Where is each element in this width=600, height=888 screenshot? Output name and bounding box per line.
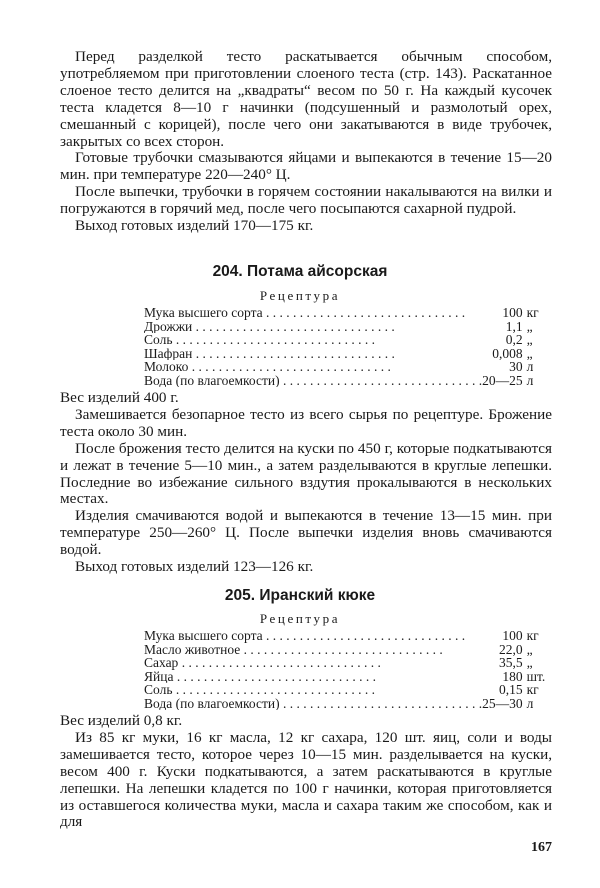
ingredient-name: Молоко . . . <box>144 360 482 374</box>
ingredient-name: Масло животное . . . <box>144 643 482 657</box>
ingredient-qty: 20—25 <box>482 372 523 388</box>
ingredient-unit: шт. <box>526 668 546 684</box>
paragraph: Замешивается безопарное тесто из всего сырья по рецептуре. Брожение теста около 30 мин. <box>60 405 552 440</box>
recipe-row <box>144 347 539 361</box>
ingredient-qty: 22,0 <box>498 641 523 657</box>
paragraph: Вес изделий 400 г. <box>60 389 179 406</box>
ingredient-unit: л <box>526 359 534 374</box>
recipe-row <box>144 320 539 334</box>
paragraph: Готовые трубочки смазываются яйцами и выпекаются в течение 15—20 мин. при температуре 220—240° Ц. <box>60 149 552 184</box>
paragraph: Выход готовых изделий 123—126 кг. <box>75 558 314 576</box>
recipe-row <box>144 333 539 347</box>
recipe-row <box>144 306 539 320</box>
ingredient-qty: 1,1 <box>505 318 523 334</box>
ingredient-unit: „ <box>526 332 533 347</box>
paragraph: Перед разделкой тесто раскатывается обычным способом, употребляемом при приготовлении слоеного теста (стр. 143). Раскатанное слоеное тесто делится на „квадраты“ весом по 50 г. На каждый кусочек теста кладется 8—10 г начинки (подсушенный и размолотый орех, смешанный с корицей), после чего они закатываются в виде трубочек, закрытых со всех сторон. <box>60 48 552 150</box>
ingredient-unit: „ <box>526 641 533 657</box>
ingredient-unit: „ <box>526 655 533 670</box>
ingredient-qty: 35,5 <box>498 655 523 670</box>
recipe-row <box>144 629 545 643</box>
page-number: 167 <box>531 840 552 855</box>
ingredient-name: Мука высшего сорта . . . <box>144 306 482 320</box>
paragraph: После брожения тесто делится на куски по 450 г, которые подкатываются и лежат в течение 5—10 мин., а затем разделываются в круглые лепешки. Последние во избежание сильного вздутия прокалываются в нескольких местах. <box>60 439 552 508</box>
recipe-row <box>144 374 539 388</box>
paragraph: Выход готовых изделий 170—175 кг. <box>75 217 314 235</box>
ingredient-qty: 0,2 <box>505 332 523 347</box>
ingredient-name: Мука высшего сорта . . . <box>144 629 482 643</box>
ingredient-unit: кг <box>526 628 539 643</box>
ingredient-qty: 0,15 <box>498 682 523 697</box>
ingredient-name: Шафран . . . <box>144 347 482 361</box>
ingredient-qty: 100 <box>502 628 523 643</box>
ingredient-qty: 180 <box>502 668 523 684</box>
ingredient-unit: л <box>526 695 534 711</box>
paragraph: Из 85 кг муки, 16 кг масла, 12 кг сахара, 120 шт. яиц, соли и воды замешивается тесто, которое через 10—15 мин. разделывается на куски, весом 400 г. Куски подкатываются, а затем раскатываются в круглые лепешки. На лепешки кладется по 100 г начинки, которая приготовляется из оставшегося количества муки, масла и сахара таким же способом, как и для <box>60 728 552 831</box>
recipe-row <box>144 656 545 670</box>
recipe-row <box>144 683 545 697</box>
ingredient-name: Дрожжи . . . <box>144 320 482 334</box>
ingredient-qty: 25—30 <box>482 695 523 711</box>
recipe-204-text-block <box>60 390 552 576</box>
ingredient-name: Соль . . . <box>144 683 482 697</box>
recipe-table-204 <box>144 306 539 387</box>
ingredient-qty: 0,008 <box>492 345 523 361</box>
intro-text-block <box>60 49 552 235</box>
ingredient-name: Вода (по влагоемкости) . . . <box>144 374 482 388</box>
ingredient-unit: л <box>526 372 534 388</box>
recipe-row <box>144 643 545 657</box>
recipe-row <box>144 670 545 684</box>
ingredient-name: Соль . . . <box>144 333 482 347</box>
ingredient-name: Вода (по влагоемкости) . . . <box>144 697 482 711</box>
ingredient-qty: 30 <box>509 359 523 374</box>
recipe-row <box>144 697 545 711</box>
ingredient-unit: „ <box>526 345 533 361</box>
ingredient-unit: кг <box>526 682 539 697</box>
recipe-label: Рецептура <box>259 288 341 303</box>
section-heading-205: 205. Иранский кюке <box>224 587 376 604</box>
ingredient-unit: кг <box>526 305 539 320</box>
recipe-row <box>144 360 539 374</box>
ingredient-name: Яйца . . . <box>144 670 482 684</box>
ingredient-name: Сахар . . . <box>144 656 482 670</box>
recipe-table-205 <box>144 629 545 710</box>
section-heading-204: 204. Потама айсорская <box>212 263 388 280</box>
ingredient-unit: „ <box>526 318 533 334</box>
paragraph: Изделия смачиваются водой и выпекаются в течение 13—15 мин. при температуре 250—260° Ц. После выпечки изделия вновь смачиваются водой. <box>60 507 552 559</box>
ingredient-qty: 100 <box>502 305 523 320</box>
recipe-label: Рецептура <box>259 611 341 626</box>
paragraph: После выпечки, трубочки в горячем состоянии накалываются на вилки и погружаются в горячий мед, после чего посыпаются сахарной пудрой. <box>60 183 552 218</box>
recipe-205-text-block <box>60 713 552 831</box>
paragraph: Вес изделий 0,8 кг. <box>60 712 183 729</box>
